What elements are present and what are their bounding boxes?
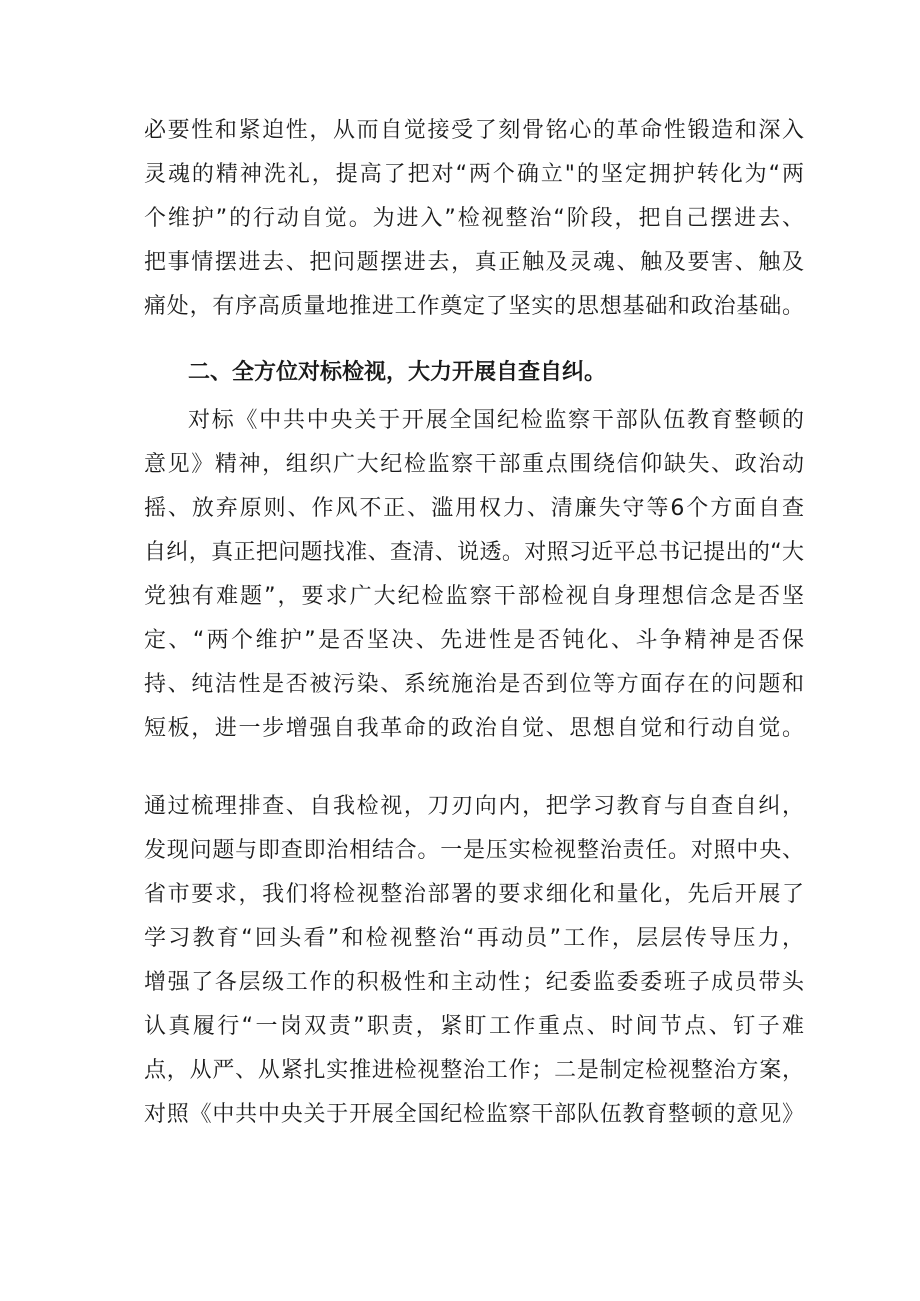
paragraph-2-line-3: 摇、放弃原则、作风不正、滥用权力、清廉失守等6个方面自查: [144, 496, 804, 521]
paragraph-3: [144, 785, 804, 1137]
paragraph-3-line-7: 点，从严、从紧扎实推进检视整治工作；二是制定检视整治方案，: [144, 1058, 804, 1083]
paragraph-2-line-4: 自纠，真正把问题找准、查清、说透。对照习近平总书记提出的“大: [144, 540, 804, 565]
paragraph-1-line-5: 痛处，有序高质量地推进工作奠定了坚实的思想基础和政治基础。: [144, 294, 804, 319]
paragraph-1-line-2: 灵魂的精神洗礼，提高了把对“两个确立"的坚定拥护转化为“两: [144, 162, 804, 187]
paragraph-2-line-5: 党独有难题”，要求广大纪检监察干部检视自身理想信念是否坚: [144, 584, 804, 609]
paragraph-2: [144, 399, 804, 751]
paragraph-1-line-3: 个维护”的行动自觉。为进入”检视整治“阶段，把自己摆进去、: [144, 206, 804, 231]
paragraph-3-line-1: 通过梳理排查、自我检视，刀刃向内，把学习教育与自查自纠，: [144, 794, 804, 819]
paragraph-3-line-2: 发现问题与即查即治相结合。一是压实检视整治责任。对照中央、: [144, 838, 804, 863]
paragraph-2-line-1: 对标《中共中央关于开展全国纪检监察干部队伍教育整顿的: [188, 408, 804, 433]
paragraph-2-line-2: 意见》精神，组织广大纪检监察干部重点围绕信仰缺失、政治动: [144, 452, 804, 477]
section-heading-2: [188, 351, 804, 395]
paragraph-2-line-6: 定、“两个维护”是否坚决、先进性是否钝化、斗争精神是否保: [144, 628, 804, 653]
paragraph-3-line-3: 省市要求，我们将检视整治部署的要求细化和量化，先后开展了: [144, 882, 804, 907]
section-heading-2-text: 二、全方位对标检视，大力开展自查自纠。: [188, 360, 607, 385]
paragraph-1-line-1: 必要性和紧迫性，从而自觉接受了刻骨铭心的革命性锻造和深入: [144, 118, 804, 143]
paragraph-3-line-6: 认真履行“一岗双责”职责，紧盯工作重点、时间节点、钉子难: [144, 1014, 804, 1039]
paragraph-2-line-8: 短板，进一步增强自我革命的政治自觉、思想自觉和行动自觉。: [144, 716, 804, 741]
paragraph-3-line-4: 学习教育“回头看”和检视整治“再动员”工作，层层传导压力，: [144, 926, 804, 951]
paragraph-3-line-5: 增强了各层级工作的积极性和主动性；纪委监委委班子成员带头: [144, 970, 804, 995]
paragraph-1: [144, 109, 804, 329]
paragraph-2-line-7: 持、纯洁性是否被污染、系统施治是否到位等方面存在的问题和: [144, 672, 804, 697]
paragraph-1-line-4: 把事情摆进去、把问题摆进去，真正触及灵魂、触及要害、触及: [144, 250, 804, 275]
paragraph-3-line-8: 对照《中共中央关于开展全国纪检监察干部队伍教育整顿的意见》: [144, 1102, 804, 1127]
